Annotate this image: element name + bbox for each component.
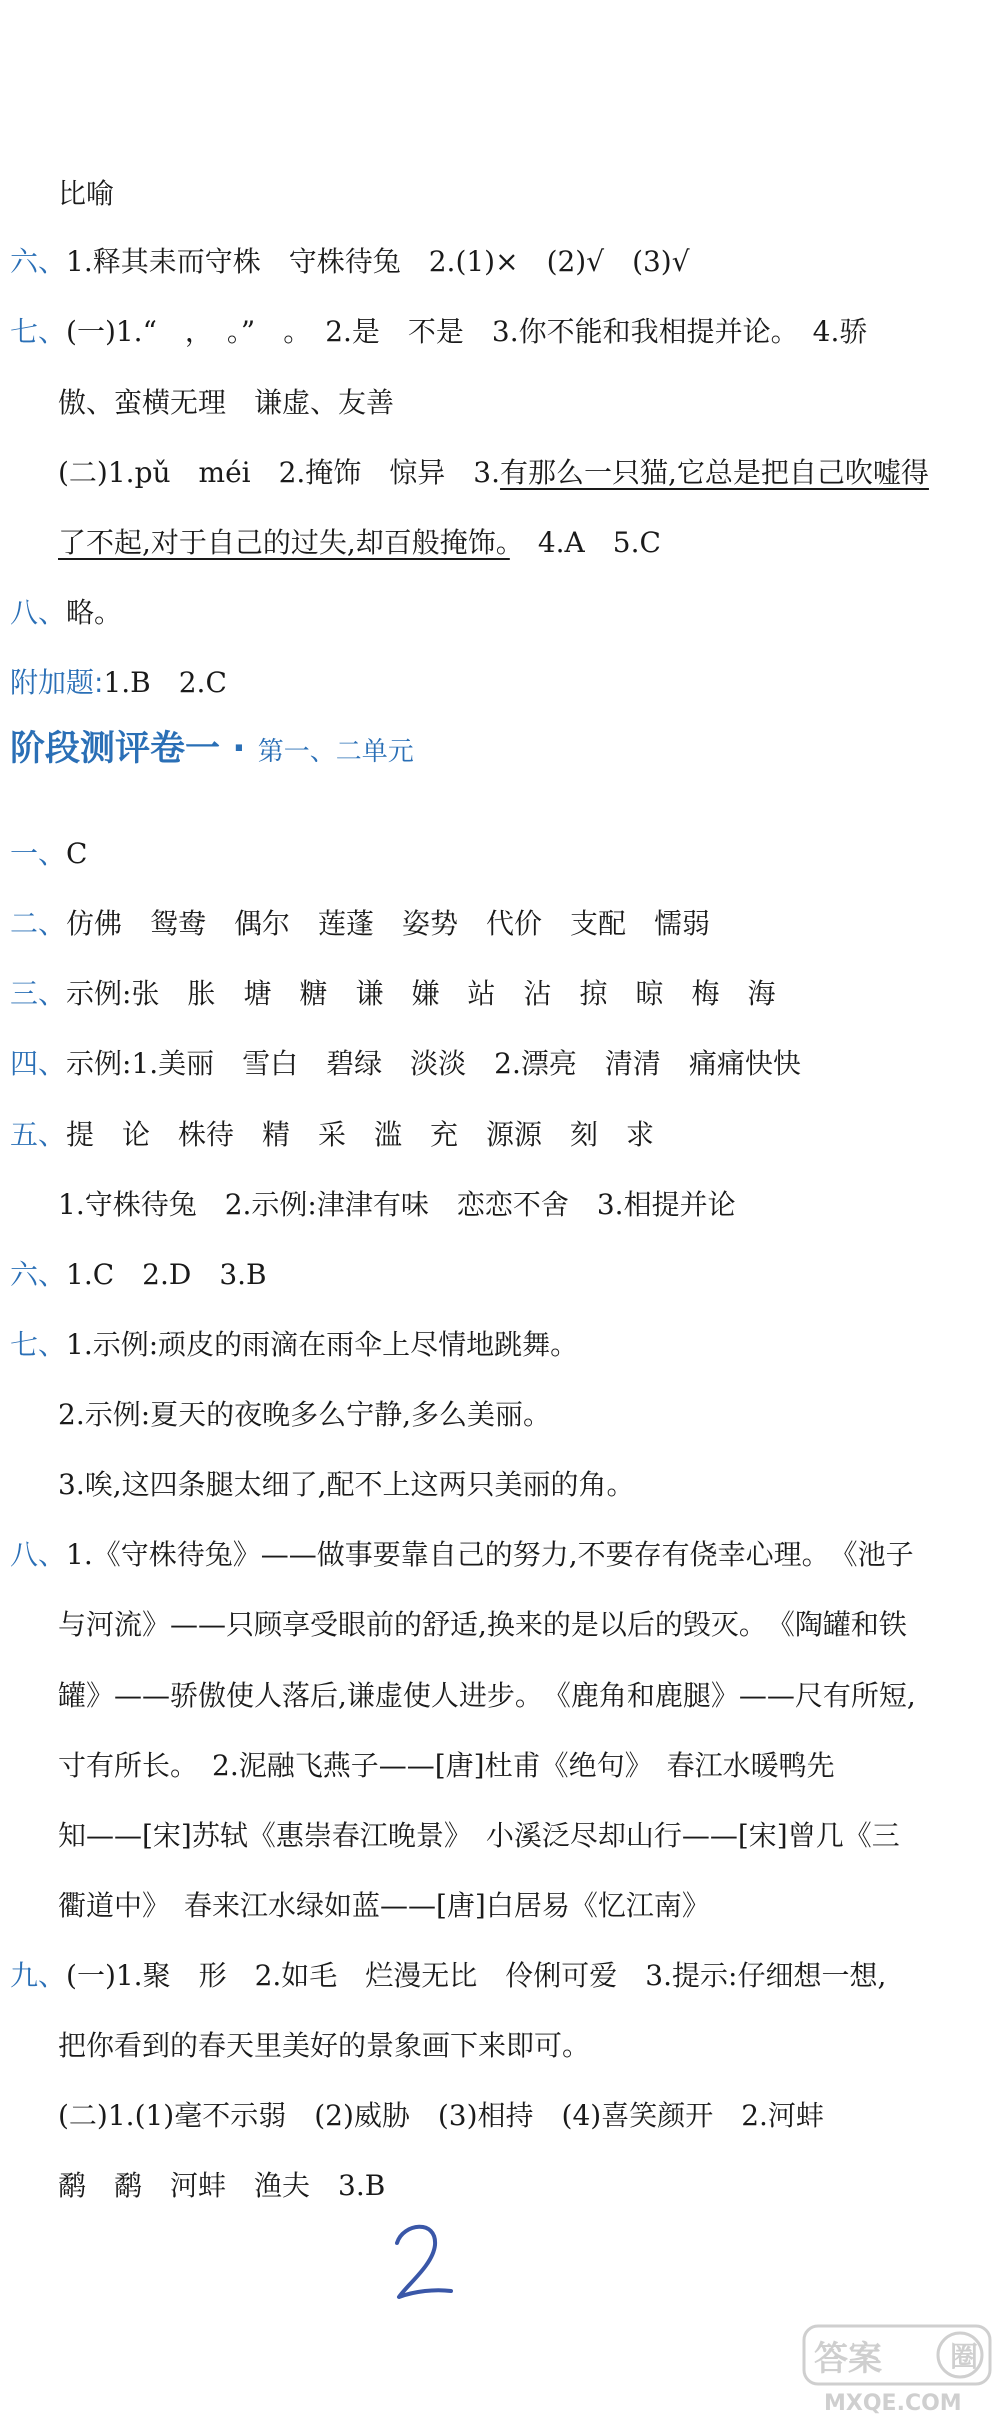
- text-line: [58, 385, 1000, 421]
- text-line: [58, 1187, 1000, 1223]
- section-number: 四、: [10, 1047, 67, 1080]
- line-text: 傲、蛮横无理 谦虚、友善: [58, 386, 395, 419]
- section-number: 七、: [10, 1328, 67, 1361]
- section-two: [10, 906, 1000, 942]
- text-line: [58, 1888, 1000, 1924]
- text-line: [58, 1467, 1000, 1503]
- text-line: [58, 1748, 1000, 1784]
- section-six: [10, 244, 1000, 280]
- section-number: 五、: [10, 1118, 67, 1151]
- text-line: [58, 176, 1000, 212]
- svg-text:圈: 圈: [950, 2340, 979, 2373]
- section-number: 一、: [10, 837, 67, 870]
- section-seven: [10, 314, 1000, 350]
- section-number: 六、: [10, 1258, 67, 1291]
- line-text: 罐》——骄傲使人落后,谦虚使人进步。 《鹿角和鹿腿》——尺有所短,: [58, 1679, 916, 1712]
- watermark-logo: [800, 2320, 995, 2424]
- section-nine: [10, 1958, 1000, 1994]
- text-line: [58, 2168, 1000, 2204]
- line-text: 与河流》——只顾享受眼前的舒适,换来的是以后的毁灭。 《陶罐和铁: [58, 1608, 907, 1641]
- line-text: 寸有所长。 2.泥融飞燕子——[唐]杜甫《绝句》 春江水暖鸭先: [58, 1749, 835, 1782]
- section-four: [10, 1046, 1000, 1082]
- line-text: 1.守株待兔 2.示例:津津有味 恋恋不舍 3.相提并论: [58, 1188, 736, 1221]
- line-text: (一)1.“ ， 。” 。 2.是 不是 3.你不能和我相提并论。 4.骄: [66, 315, 868, 348]
- line-text: C: [66, 837, 88, 870]
- section-one: [10, 836, 1000, 872]
- line-text: 4.A 5.C: [509, 526, 661, 559]
- text-line: [58, 1607, 1000, 1643]
- line-text: 略。: [66, 596, 123, 629]
- line-text: 鹬 鹬 河蚌 渔夫 3.B: [58, 2169, 386, 2202]
- text-line: [58, 1678, 1000, 1714]
- section-number: 三、: [10, 977, 67, 1010]
- line-text: 知——[宋]苏轼《惠崇春江晚景》 小溪泛尽却山行——[宋]曾几《三: [58, 1819, 900, 1852]
- line-text: 示例:张 胀 塘 糖 谦 嫌 站 沾 掠 晾 梅 海: [66, 977, 776, 1010]
- line-text: 3.唉,这四条腿太细了,配不上这两只美丽的角。: [58, 1468, 635, 1501]
- underlined-answer: 有那么一只猫,它总是把自己吹嘘得: [500, 456, 929, 489]
- line-text: 仿佛 鸳鸯 偶尔 莲蓬 姿势 代价 支配 懦弱: [66, 907, 711, 940]
- line-text: 1.释其耒而守株 守株待兔 2.(1)× (2)√ (3)√: [66, 245, 690, 278]
- handwritten-page-number: [385, 2215, 465, 2309]
- line-text: 提 论 株待 精 采 滥 充 源源 刻 求: [66, 1118, 655, 1151]
- svg-text:MXQE.COM: MXQE.COM: [824, 2391, 962, 2416]
- line-text: 1.B 2.C: [103, 666, 227, 699]
- svg-text:答案: 答案: [814, 2339, 882, 2379]
- text-line: [58, 455, 1000, 491]
- line-text: 把你看到的春天里美好的景象画下来即可。: [58, 2029, 591, 2062]
- line-text: (一)1.聚 形 2.如毛 烂漫无比 伶俐可爱 3.提示:仔细想一想,: [66, 1959, 887, 1992]
- text-line: [58, 2028, 1000, 2064]
- line-text: 示例:1.美丽 雪白 碧绿 淡淡 2.漂亮 清清 痛痛快快: [66, 1047, 801, 1080]
- heading-title: 阶段测评卷一: [10, 729, 221, 769]
- line-text: 1.C 2.D 3.B: [66, 1258, 267, 1291]
- heading-dot: ·: [232, 729, 246, 769]
- section-number: 附加题:: [10, 666, 104, 699]
- text-line: [58, 2098, 1000, 2134]
- section-number: 八、: [10, 596, 67, 629]
- section-eight-b: [10, 1537, 1000, 1573]
- section-number: 六、: [10, 245, 67, 278]
- line-text: (二)1.(1)毫不示弱 (2)威胁 (3)相持 (4)喜笑颜开 2.河蚌: [58, 2099, 824, 2132]
- section-number: 九、: [10, 1959, 67, 1992]
- section-number: 七、: [10, 315, 67, 348]
- line-text: 比喻: [58, 177, 115, 210]
- line-text: (二)1.pǔ méi 2.掩饰 惊异 3.: [58, 456, 501, 489]
- bonus-question: [10, 665, 1000, 701]
- section-eight: [10, 595, 1000, 631]
- underlined-answer: 了不起,对于自己的过失,却百般掩饰。: [58, 526, 510, 559]
- section-five: [10, 1117, 1000, 1153]
- section-number: 八、: [10, 1538, 67, 1571]
- heading-subtitle: 第一、二单元: [257, 737, 414, 767]
- line-text: 衢道中》 春来江水绿如蓝——[唐]白居易《忆江南》: [58, 1889, 710, 1922]
- text-line: [58, 1397, 1000, 1433]
- section-number: 二、: [10, 907, 67, 940]
- section-three: [10, 976, 1000, 1012]
- section-heading: [10, 727, 414, 774]
- line-text: 1.示例:顽皮的雨滴在雨伞上尽情地跳舞。: [66, 1328, 579, 1361]
- line-text: 1.《守株待兔》——做事要靠自己的努力,不要存有侥幸心理。 《池子: [66, 1538, 914, 1571]
- text-line: [58, 1818, 1000, 1854]
- section-six-b: [10, 1257, 1000, 1293]
- section-seven-b: [10, 1327, 1000, 1363]
- line-text: 2.示例:夏天的夜晚多么宁静,多么美丽。: [58, 1398, 552, 1431]
- text-line: [58, 525, 1000, 561]
